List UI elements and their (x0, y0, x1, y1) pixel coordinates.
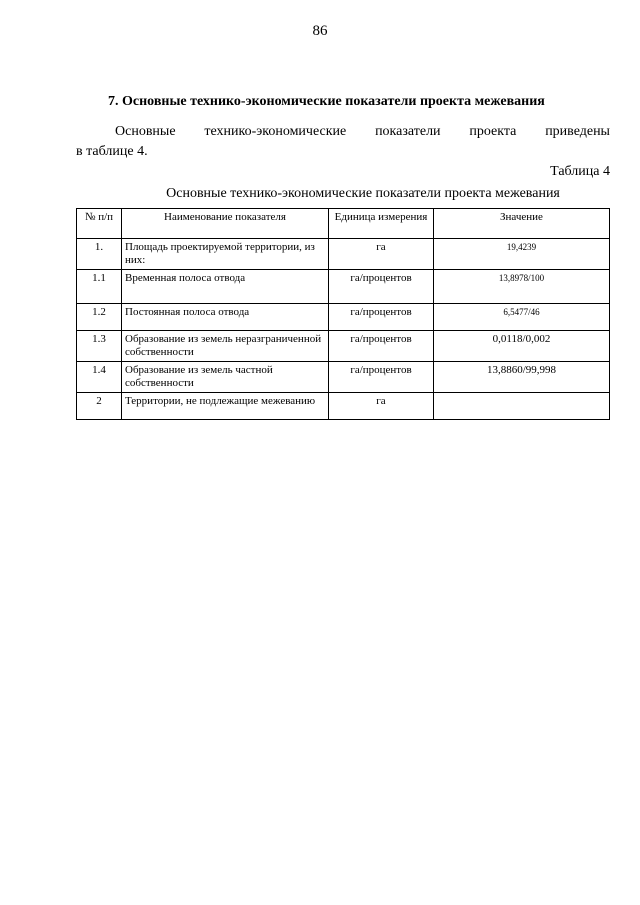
table-caption: Основные технико-экономические показатели проекта межевания (166, 186, 560, 201)
cell-unit: га (329, 239, 434, 270)
cell-name: Территории, не подлежащие межеванию (122, 393, 329, 420)
cell-unit: га (329, 393, 434, 420)
cell-unit: га/процентов (329, 362, 434, 393)
header-name: Наименование показателя (122, 209, 329, 239)
cell-num: 1.2 (77, 304, 122, 331)
cell-num: 1.1 (77, 270, 122, 304)
table-row (77, 393, 610, 420)
table-row (77, 331, 610, 362)
cell-name: Площадь проектируемой территории, из них: (122, 239, 329, 270)
intro-line-1 (76, 122, 610, 142)
cell-name: Постоянная полоса отвода (122, 304, 329, 331)
header-unit: Единица измерения (329, 209, 434, 239)
cell-name: Образование из земель частной собственности (122, 362, 329, 393)
cell-num: 1. (77, 239, 122, 270)
cell-unit: га/процентов (329, 270, 434, 304)
cell-value: 19,4239 (434, 239, 610, 270)
cell-num: 1.4 (77, 362, 122, 393)
cell-value (434, 393, 610, 420)
intro-word: технико-экономические (204, 124, 347, 139)
indicators-table (76, 208, 610, 420)
cell-num: 2 (77, 393, 122, 420)
cell-value: 13,8978/100 (434, 270, 610, 304)
intro-word: показатели (375, 124, 441, 139)
intro-paragraph (76, 122, 610, 162)
cell-num: 1.3 (77, 331, 122, 362)
table-label: Таблица 4 (550, 164, 610, 179)
cell-name: Образование из земель неразграниченной собственности (122, 331, 329, 362)
intro-word: проекта (469, 124, 517, 139)
header-num: № п/п (77, 209, 122, 239)
cell-unit: га/процентов (329, 304, 434, 331)
cell-name: Временная полоса отвода (122, 270, 329, 304)
cell-unit: га/процентов (329, 331, 434, 362)
table-row (77, 304, 610, 331)
cell-value: 6,5477/46 (434, 304, 610, 331)
table-header-row (77, 209, 610, 239)
intro-line-2: в таблице 4. (76, 144, 148, 159)
header-value: Значение (434, 209, 610, 239)
cell-value: 13,8860/99,998 (434, 362, 610, 393)
intro-word: Основные (115, 124, 176, 139)
cell-value: 0,0118/0,002 (434, 331, 610, 362)
table-row (77, 270, 610, 304)
page-number: 86 (312, 23, 328, 39)
table-row (77, 239, 610, 270)
intro-word: приведены (545, 124, 610, 139)
table-row (77, 362, 610, 393)
section-heading: 7. Основные технико-экономические показатели проекта межевания (108, 94, 545, 109)
